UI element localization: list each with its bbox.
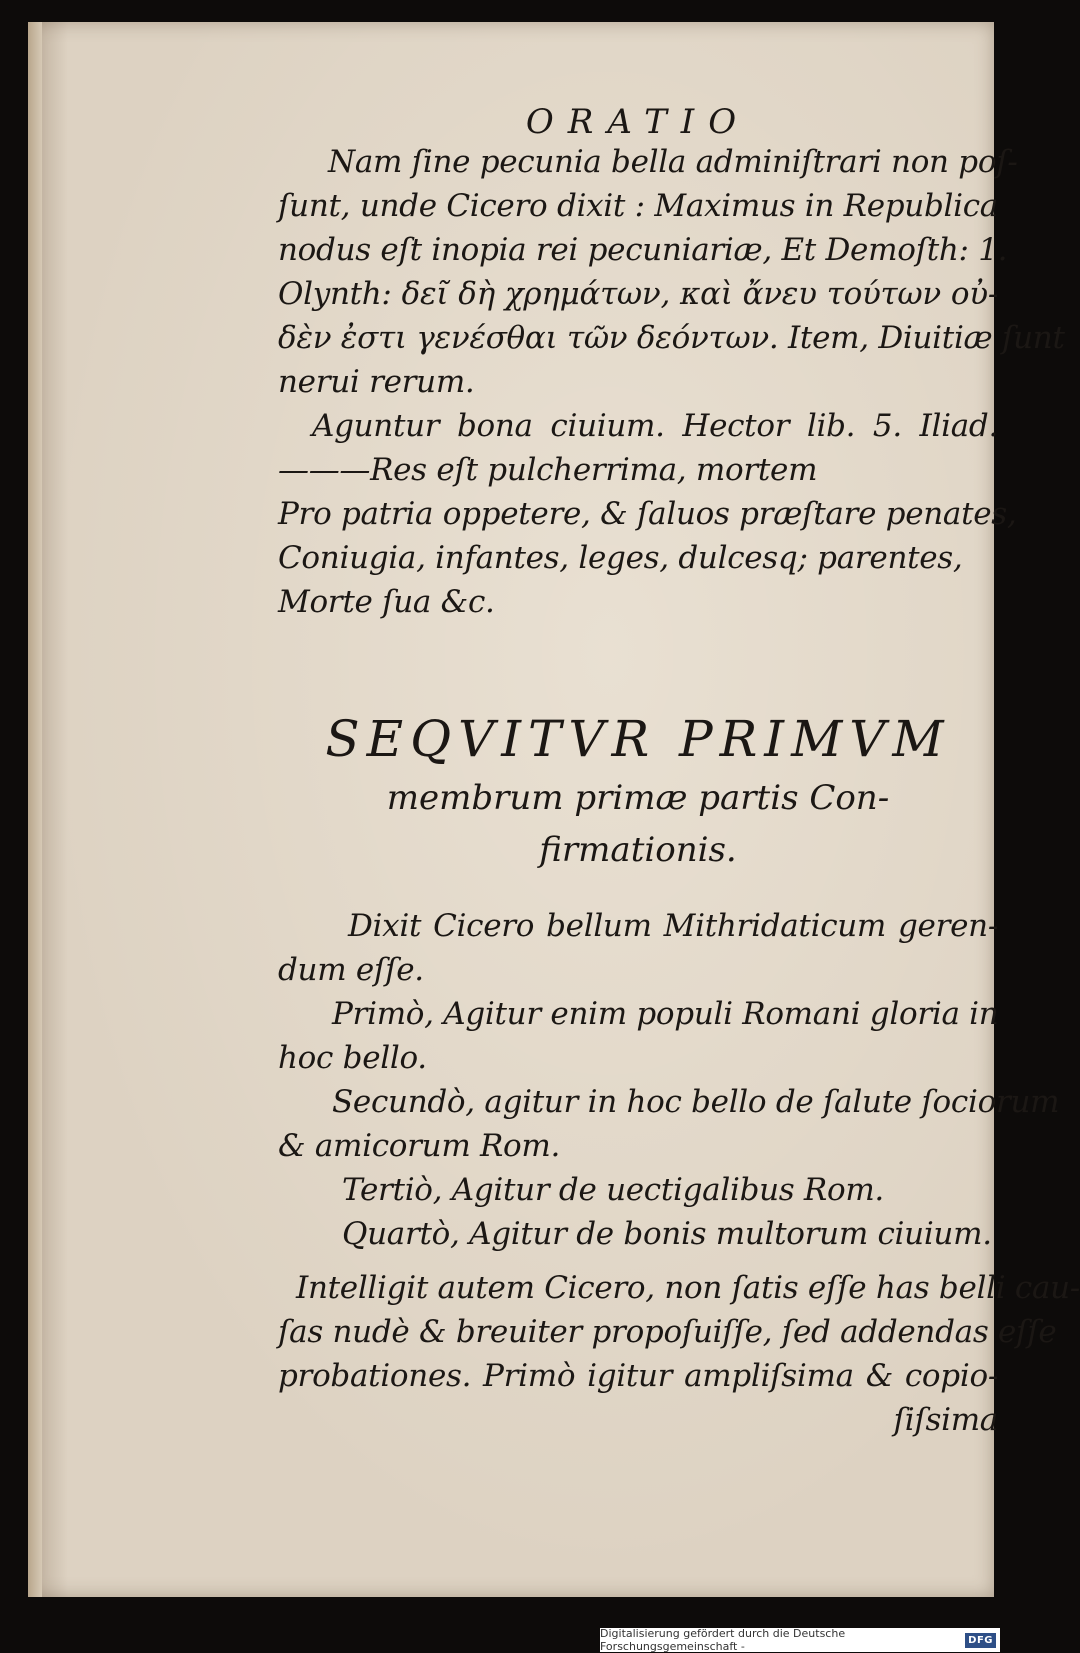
verse-line: Morte ſua &c. — [278, 584, 495, 620]
text-line: Dixit Cicero bellum Mithridaticum geren- — [348, 908, 998, 944]
catchword: ſiſsima — [893, 1402, 998, 1438]
text-line: Nam ſine pecunia bella adminiſtrari non poſ- — [328, 144, 1018, 180]
running-header: ORATIO — [525, 102, 751, 142]
verse-line: Coniugia, infantes, leges, dulcesq; parentes, — [278, 540, 963, 576]
text-line: Olynth: δεῖ δὴ χρημάτων, καὶ ἄνευ τούτων οὐ- — [278, 276, 998, 312]
text-line: Intelligit autem Cicero, non ſatis eſſe has belli cau- — [296, 1270, 1080, 1306]
text-line: Secundò, agitur in hoc bello de ſalute ſociorum — [332, 1084, 1060, 1120]
digitization-footer — [600, 1628, 1000, 1652]
book-page — [28, 22, 1080, 1597]
section-heading: SEQVITVR PRIMVM — [325, 710, 951, 768]
text-line: ſas nudè & breuiter propoſuiſſe, ſed addendas eſſe — [278, 1314, 1057, 1350]
footer-text: Digitalisierung gefördert durch die Deutsche Forschungsgemeinschaft - — [600, 1627, 846, 1653]
section-subheading: firmationis. — [539, 830, 737, 870]
dfg-logo-icon: DFG — [965, 1633, 996, 1648]
text-line: Aguntur bona ciuium. Hector lib. 5. Iliad. — [312, 408, 998, 444]
text-line: Quartò, Agitur de bonis multorum ciuium. — [342, 1216, 992, 1252]
text-line: Primò, Agitur enim populi Romani gloria in — [332, 996, 999, 1032]
section-subheading: membrum primæ partis Con- — [386, 778, 890, 818]
text-line: probationes. Primò igitur ampliſsima & copio- — [278, 1358, 998, 1394]
verse-line: ———Res eſt pulcherrima, mortem — [278, 452, 818, 488]
text-line: Tertiò, Agitur de uectigalibus Rom. — [342, 1172, 884, 1208]
text-line: & amicorum Rom. — [278, 1128, 561, 1164]
text-line: hoc bello. — [278, 1040, 427, 1076]
text-line: nerui rerum. — [278, 364, 475, 400]
text-line: dum eſſe. — [278, 952, 424, 988]
text-line: ſunt, unde Cicero dixit : Maximus in Republica — [278, 188, 998, 224]
page-edge — [28, 22, 42, 1597]
text-line: δὲν ἐστι γενέσθαι τῶν δεόντων. Item, Diuitiæ ſunt — [278, 320, 1065, 356]
text-line: nodus eſt inopia rei pecuniariæ, Et Demoſth: 1. — [278, 232, 1008, 268]
verse-line: Pro patria oppetere, & ſaluos præſtare penates, — [278, 496, 1017, 532]
